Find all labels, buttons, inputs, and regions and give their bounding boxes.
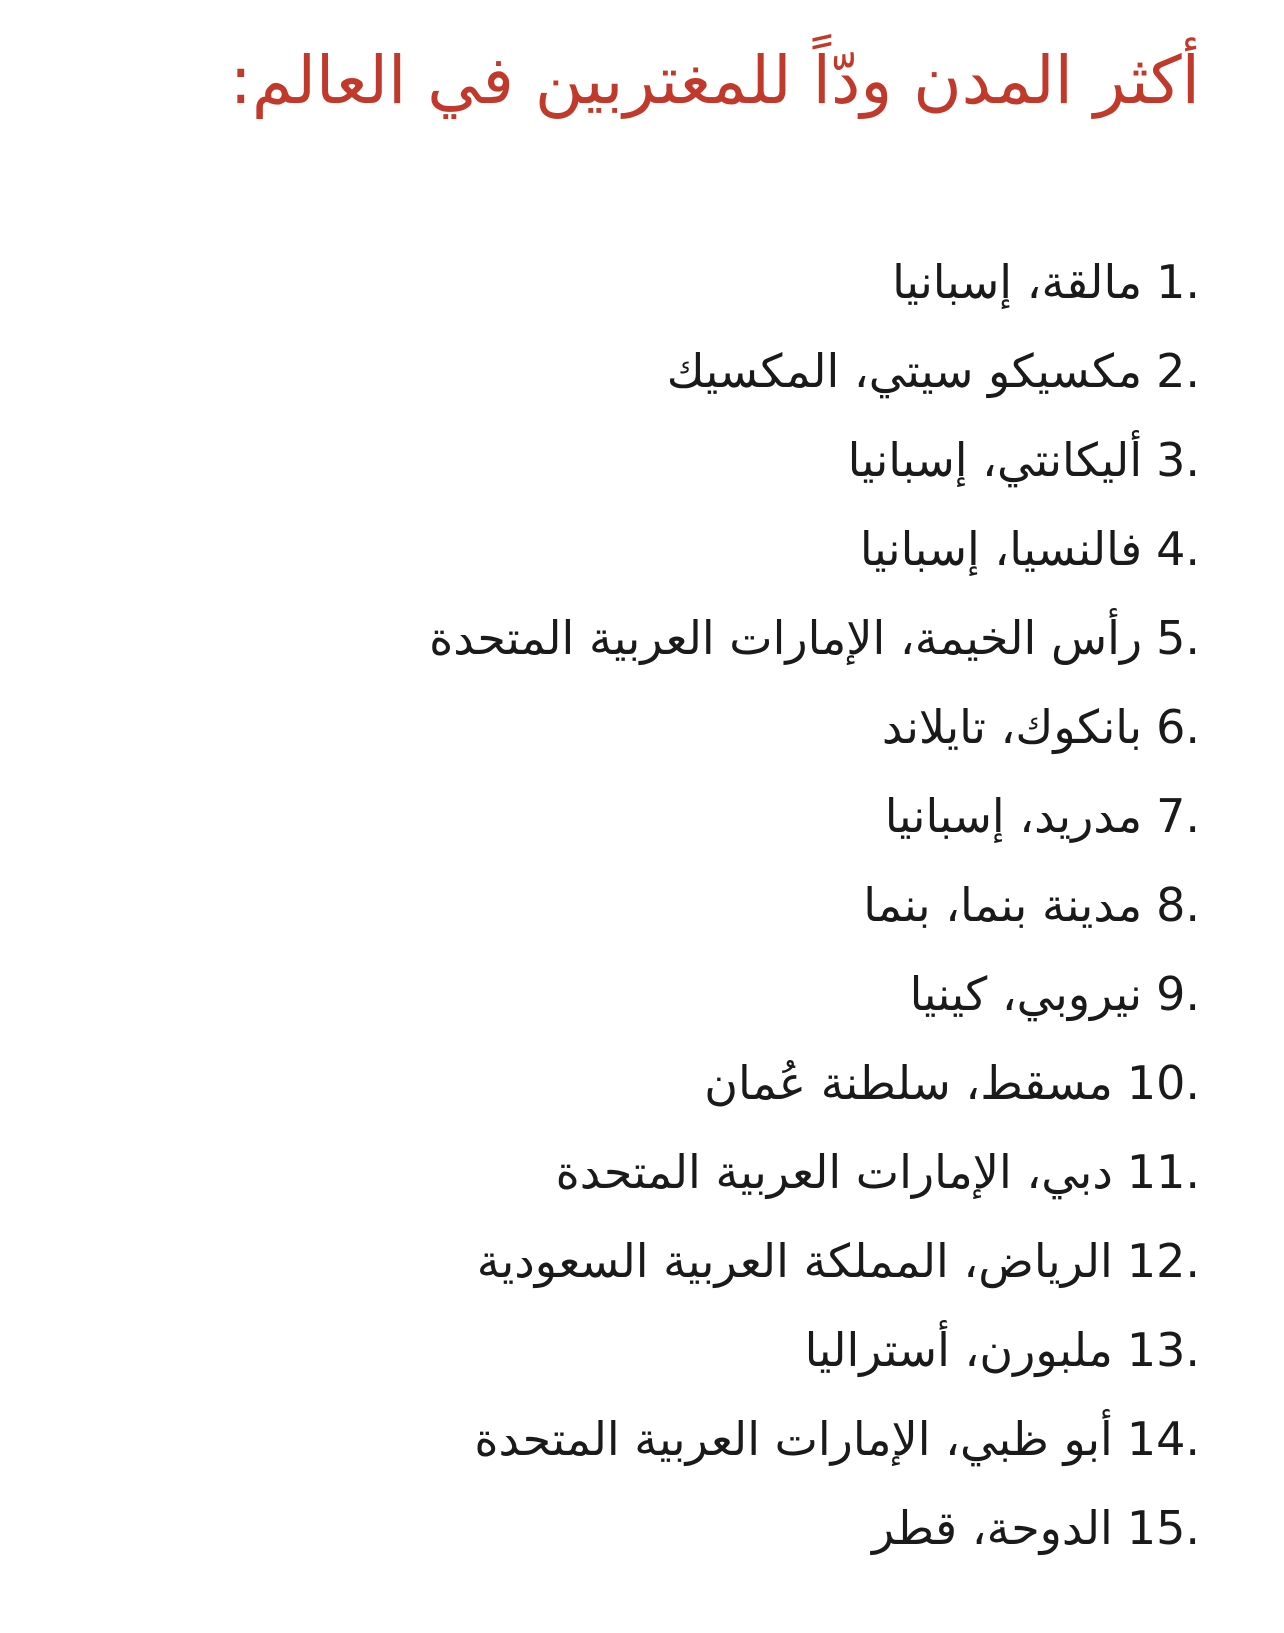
list-item-number: 5. [1156,611,1200,665]
list-item [60,594,1200,683]
list-item-number: 9. [1156,967,1200,1021]
list-item [60,1306,1200,1395]
list-item-text: دبي، الإمارات العربية المتحدة [555,1145,1113,1199]
list-item-text: الدوحة، قطر [872,1501,1113,1555]
list-item-text: رأس الخيمة، الإمارات العربية المتحدة [429,611,1143,665]
list-item-text: مالقة، إسبانيا [892,255,1143,309]
list-item [60,1128,1200,1217]
list-item-number: 10. [1126,1056,1200,1110]
list-item-number: 7. [1156,789,1200,843]
list-item-text: مدريد، إسبانيا [884,789,1143,843]
list-item-number: 12. [1126,1234,1200,1288]
list-item-text: الرياض، المملكة العربية السعودية [476,1234,1113,1288]
list-item [60,416,1200,505]
list-item [60,861,1200,950]
list-item [60,505,1200,594]
list-item [60,1039,1200,1128]
list-item-number: 8. [1156,878,1200,932]
list-item [60,1217,1200,1306]
list-item-text: أبو ظبي، الإمارات العربية المتحدة [474,1412,1113,1466]
list-item-text: فالنسيا، إسبانيا [859,522,1143,576]
list-item-text: بانكوك، تايلاند [881,700,1143,754]
list-item [60,683,1200,772]
list-item [60,950,1200,1039]
list-item-text: مكسيكو سيتي، المكسيك [666,344,1143,398]
list-item [60,1484,1200,1573]
list-item [60,772,1200,861]
list-item-number: 3. [1156,433,1200,487]
list-item-text: ملبورن، أستراليا [804,1323,1113,1377]
list-item-number: 13. [1126,1323,1200,1377]
page-title: أكثر المدن ودّاً للمغتربين في العالم: [229,42,1200,119]
list-item-number: 1. [1156,255,1200,309]
list-item-text: نيروبي، كينيا [909,967,1143,1021]
list-item [60,1395,1200,1484]
list-item-text: مسقط، سلطنة عُمان [704,1056,1113,1110]
list-item-number: 11. [1126,1145,1200,1199]
list-item-text: أليكانتي، إسبانيا [847,433,1143,487]
list-item-number: 4. [1156,522,1200,576]
list-item-number: 6. [1156,700,1200,754]
list-item [60,327,1200,416]
list-item-number: 14. [1126,1412,1200,1466]
list-item-number: 15. [1126,1501,1200,1555]
list-item-number: 2. [1156,344,1200,398]
list-item [60,238,1200,327]
list-item-text: مدينة بنما، بنما [863,878,1143,932]
city-list [60,238,1200,1573]
